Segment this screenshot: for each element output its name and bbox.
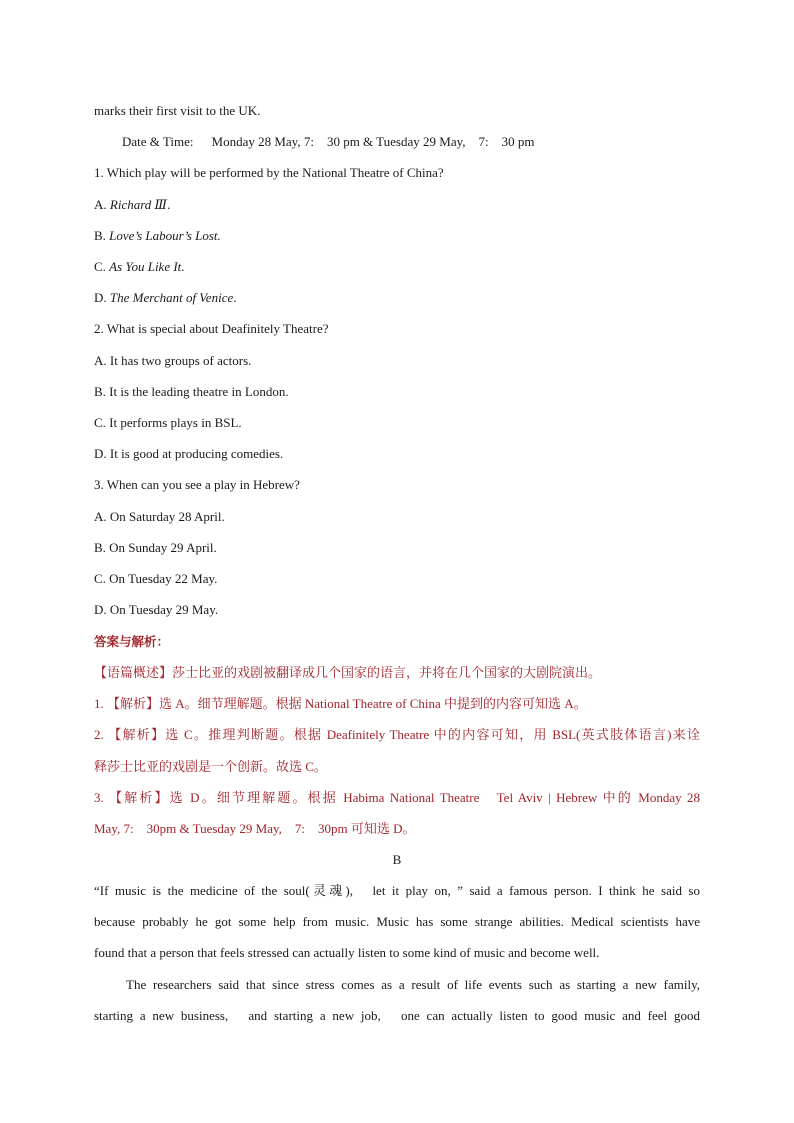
question-2: 2. What is special about Deafinitely Theatre? (94, 321, 329, 336)
event-date-time (122, 134, 728, 150)
q1-option-d: D. The Merchant of Venice. (94, 290, 237, 305)
q3-option-a: A. On Saturday 28 April. (94, 509, 225, 524)
answer-2-analysis: 2. 【解析】选 C。推理判断题。根据 Deafinitely Theatre 中的内容可知，用 BSL(英式肢体语言)来诠 (94, 727, 700, 742)
question-1: 1. Which play will be performed by the National Theatre of China? (94, 165, 444, 180)
passage-b-line: found that a person that feels stressed can actually listen to some kind of music and become well. (94, 945, 600, 960)
question-3: 3. When can you see a play in Hebrew? (94, 477, 300, 492)
passage-b-line: The researchers said that since stress comes as a result of life events such as starting a new family, (126, 977, 700, 992)
section-b-label: B (392, 852, 402, 867)
answer-1-analysis: 1. 【解析】选 A。细节理解题。根据 National Theatre of China 中提到的内容可知选 A。 (94, 696, 587, 711)
answer-3-analysis: 3. 【解析】选 D。细节理解题。根据 Habima National Theatre Tel Aviv | Hebrew 中的 Monday 28 (94, 790, 700, 805)
passage-b-line: because probably he got some help from music. Music has some strange abilities. Medical scientists have (94, 914, 700, 929)
date-time-label: Date & Time: (122, 134, 194, 149)
q1-option-a: A. Richard Ⅲ. (94, 197, 171, 212)
passage-b-line: “If music is the medicine of the soul(灵魂), let it play on, ” said a famous person. I think he said so (94, 883, 700, 898)
q2-option-a: A. It has two groups of actors. (94, 353, 252, 368)
q3-option-c: C. On Tuesday 22 May. (94, 571, 218, 586)
q1-option-b: B. Love’s Labour’s Lost. (94, 228, 221, 243)
passage-b-line: starting a new business, and starting a new job, one can actually listen to good music and feel good (94, 1008, 700, 1023)
q2-option-c: C. It performs plays in BSL. (94, 415, 242, 430)
q1-option-c: C. As You Like It. (94, 259, 185, 274)
passage-text-line: marks their first visit to the UK. (94, 103, 261, 118)
q3-option-b: B. On Sunday 29 April. (94, 540, 217, 555)
q2-option-b: B. It is the leading theatre in London. (94, 384, 289, 399)
date-time-value: Monday 28 May, 7: 30 pm & Tuesday 29 May, 7: 30 pm (211, 134, 535, 149)
answer-2-analysis-cont: 释莎士比亚的戏剧是一个创新。故选 C。 (94, 759, 327, 774)
passage-summary: 【语篇概述】莎士比亚的戏剧被翻译成几个国家的语言，并将在几个国家的大剧院演出。 (94, 665, 602, 680)
q3-option-d: D. On Tuesday 29 May. (94, 602, 219, 617)
answers-heading: 答案与解析： (94, 634, 170, 649)
q2-option-d: D. It is good at producing comedies. (94, 446, 284, 461)
answer-3-analysis-cont: May, 7: 30pm & Tuesday 29 May, 7: 30pm 可知选 D。 (94, 821, 416, 836)
